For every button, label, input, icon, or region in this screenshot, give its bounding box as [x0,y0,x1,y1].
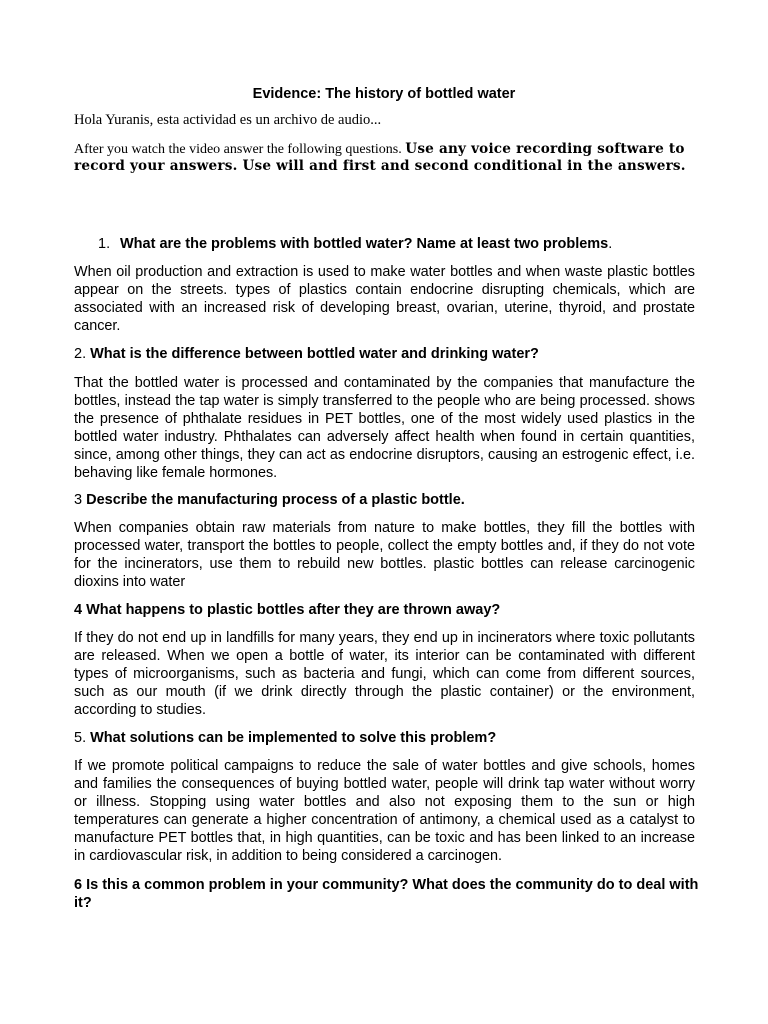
answer-4: If they do not end up in landfills for many years, they end up in incinerators where toxic pollutants are released. When we open a bottle of water, its interior can be contaminated with different types of microorganisms, such as bacteria and fungi, which can come from different sources, such as our mouth (if we drink directly through the plastic container) or the environment, according to studies. [74,630,695,719]
question-text: Describe the manufacturing process of a plastic bottle. [86,492,465,508]
question-2 [74,345,700,363]
question-number: 6 [74,877,83,893]
question-text: What is the difference between bottled water and drinking water? [90,346,539,362]
question-6 [74,876,700,912]
answer-3: When companies obtain raw materials from nature to make bottles, they fill the bottles with processed water, transport the bottles to people, collect the empty bottles and, if they do not vote for the incinerators, use them to rebuild new bottles. plastic bottles can release carcinogenic dioxins into water [74,520,695,591]
question-3 [74,491,700,509]
question-4 [74,601,700,619]
question-text: What happens to plastic bottles after they are thrown away? [86,602,501,618]
answer-2: That the bottled water is processed and contaminated by the companies that manufacture the bottles, instead the tap water is simply transferred to the people who are being processed. shows the presence of phthalate residues in PET bottles, one of the most widely used plastics in the bottled water industry. Phthalates can adversely affect health when found in certain quantities, since, among other things, they can act as endocrine disruptors, causing an estrogenic effect, i.e. behaving like female hormones. [74,375,695,482]
question-number: 4 [74,602,83,618]
question-number: 1. [98,236,111,252]
question-1 [98,235,724,253]
instructions-plain: After you watch the video answer the following questions. [74,142,406,157]
instructions-bold: Use any voice recording software to record your answers. Use will and first and second conditional in the answers. [74,141,686,174]
question-text: What are the problems with bottled water? Name at least two problems [120,236,609,252]
answer-1: When oil production and extraction is used to make water bottles and when waste plastic bottles appear on the streets. types of plastics contain endocrine disrupting chemicals, which are associated with an increased risk of developing breast, ovarian, uterine, thyroid, and prostate cancer. [74,264,695,335]
question-number: 3 [74,492,83,508]
greeting-text: Hola Yuranis, esta actividad es un archivo de audio... [74,112,382,128]
question-number: 2. [74,346,87,362]
question-text: Is this a common problem in your community? What does the community do to deal with it? [74,877,699,911]
document-title: Evidence: The history of bottled water [252,86,516,102]
question-text: What solutions can be implemented to solve this problem? [90,730,497,746]
instructions [74,141,704,175]
question-suffix: . [608,236,613,252]
answer-5: If we promote political campaigns to reduce the sale of water bottles and give schools, homes and families the consequences of buying bottled water, people will drink tap water without worry or illness. Stopping using water bottles and also not exposing them to the sun or high temperatures can generate a higher concentration of antimony, a chemical used as a catalyst to manufacture PET bottles that, in high quantities, can be toxic and has been linked to an increase in cardiovascular risk, in addition to being considered a carcinogen. [74,758,695,865]
question-number: 5. [74,730,87,746]
question-5 [74,729,700,747]
